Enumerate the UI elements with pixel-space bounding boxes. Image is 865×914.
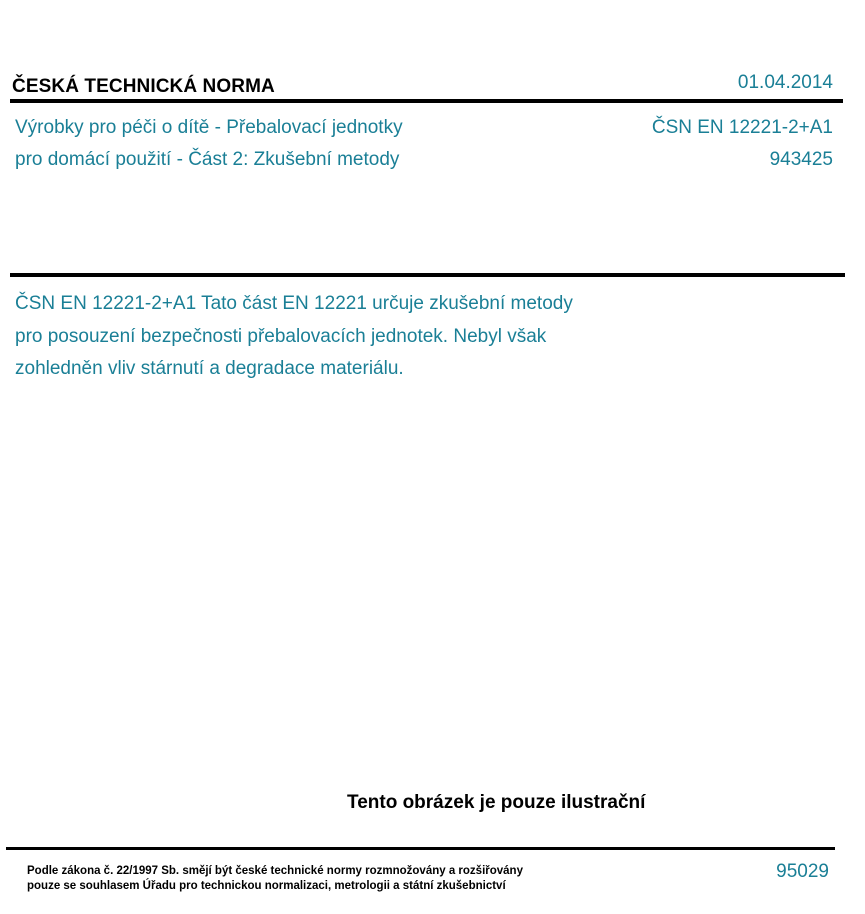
class-number: 943425 <box>769 149 833 170</box>
standard-code: ČSN EN 12221-2+A1 <box>651 117 833 138</box>
legal-notice-line-2: pouze se souhlasem Úřadu pro technickou normalizaci, metrologii a státní zkušebnictví <box>27 879 506 892</box>
abstract-line-3: zohledněn vliv stárnutí a degradace materiálu. <box>15 358 404 379</box>
document-title-line-2: pro domácí použití - Část 2: Zkušební metody <box>15 149 400 170</box>
catalog-number: 95029 <box>776 861 829 882</box>
illustration-note: Tento obrázek je pouze ilustrační <box>347 792 646 813</box>
abstract-line-2: pro posouzení bezpečnosti přebalovacích jednotek. Nebyl však <box>15 325 547 347</box>
footer-divider <box>6 847 835 850</box>
section-divider <box>10 273 845 277</box>
document-title-line-1: Výrobky pro péči o dítě - Přebalovací jednotky <box>15 117 403 138</box>
document-type-title: ČESKÁ TECHNICKÁ NORMA <box>12 76 275 97</box>
abstract-line-1: ČSN EN 12221-2+A1 Tato část EN 12221 určuje zkušební metody <box>15 293 573 314</box>
header-divider <box>10 99 843 103</box>
legal-notice <box>27 864 523 893</box>
abstract <box>15 288 675 386</box>
legal-notice-line-1: Podle zákona č. 22/1997 Sb. smějí být české technické normy rozmnožovány a rozšiřovány <box>27 865 523 877</box>
issue-date: 01.04.2014 <box>737 72 833 93</box>
